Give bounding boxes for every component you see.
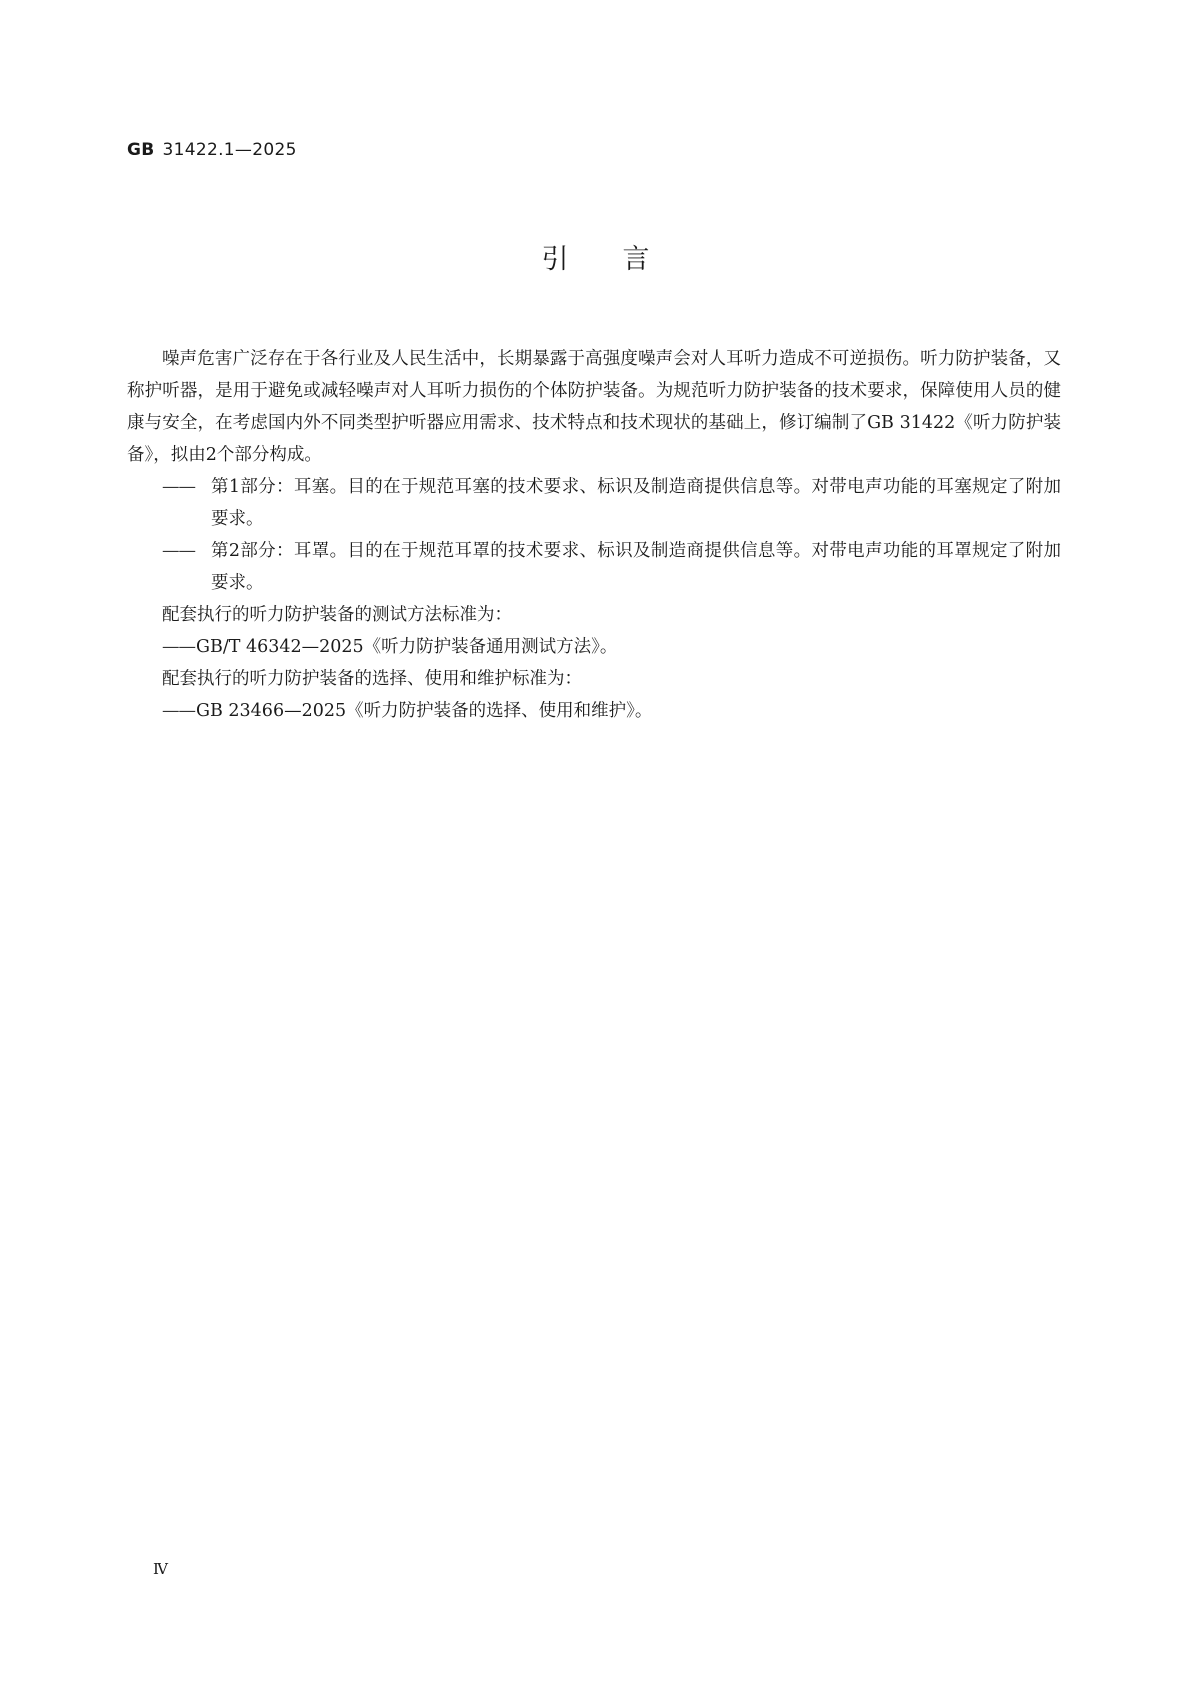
test-standard-intro: 配套执行的听力防护装备的测试方法标准为： (162, 605, 512, 625)
dash-marker: —— (162, 477, 195, 497)
list-item-selection-standard (127, 695, 1061, 727)
dash-marker: —— (162, 701, 195, 721)
list-item-text: GB/T 46342—2025《听力防护装备通用测试方法》。 (196, 637, 618, 657)
list-item-text: 第1部分：耳塞。目的在于规范耳塞的技术要求、标识及制造商提供信息等。对带电声功能的耳塞规定了附加要求。 (211, 477, 1061, 529)
selection-standard-intro: 配套执行的听力防护装备的选择、使用和维护标准为： (162, 669, 582, 689)
intro-paragraph: 噪声危害广泛存在于各行业及人民生活中，长期暴露于高强度噪声会对人耳听力造成不可逆损伤。听力防护装备，又称护听器，是用于避免或减轻噪声对人耳听力损伤的个体防护装备。为规范听力防护装备的技术要求，保障使用人员的健康与安全，在考虑国内外不同类型护听器应用需求、技术特点和技术现状的基础上，修订编制了GB 31422《听力防护装备》，拟由2个部分构成。 (127, 349, 1061, 465)
list-item-part-2 (127, 535, 1061, 599)
list-item-text: GB 23466—2025《听力防护装备的选择、使用和维护》。 (196, 701, 653, 721)
page-number: Ⅳ (153, 1560, 168, 1578)
standard-header (127, 140, 297, 160)
standard-number: 31422.1—2025 (162, 140, 297, 160)
list-item-part-1 (127, 471, 1061, 535)
list-item-text: 第2部分：耳罩。目的在于规范耳罩的技术要求、标识及制造商提供信息等。对带电声功能的耳罩规定了附加要求。 (211, 541, 1061, 593)
dash-marker: —— (162, 541, 195, 561)
list-item-test-standard (127, 631, 1061, 663)
document-body (127, 343, 1061, 727)
section-title: 引言 (541, 244, 704, 275)
dash-marker: —— (162, 637, 195, 657)
standard-prefix: GB (127, 140, 155, 160)
